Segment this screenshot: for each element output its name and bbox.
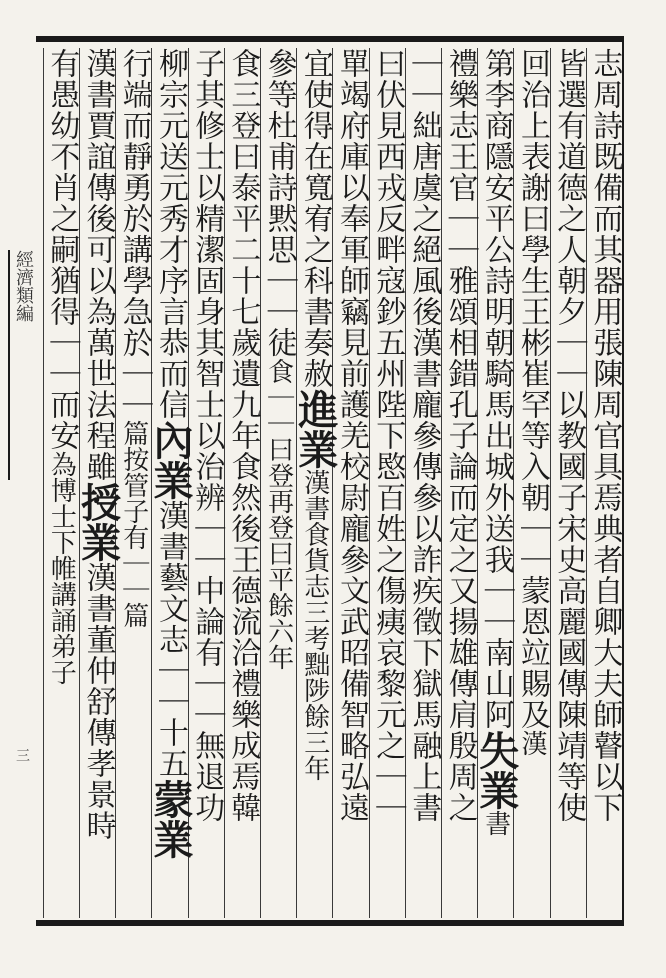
column-text: 為博士下帷講誦弟子: [46, 451, 77, 685]
column-text: 第李商隱安平公詩明朝騎馬出城外送我｜｜南山阿: [478, 48, 514, 730]
heading-term: 蒙業: [146, 779, 194, 859]
column-text: 篇按管子有｜｜篇: [118, 420, 149, 628]
column-text: 漢: [516, 730, 547, 756]
text-column: [586, 48, 622, 918]
column-text: 柳宗元送元秀才序言恭而信: [152, 48, 188, 420]
column-text: 有愚幼不肖之嗣猶得｜｜而安: [44, 48, 80, 451]
column-text: 單竭府庫以奉軍師竊見前護羌校尉龐參文武昭備智略弘遠: [333, 48, 369, 823]
text-column: [550, 48, 586, 918]
column-text: ｜｜絀唐虞之絕風後漢書龐參傳參以詐疾徵下獄馬融上書: [406, 48, 442, 823]
margin-page-number: 三: [14, 748, 30, 762]
column-text: 漢書藝文志｜｜十五: [152, 500, 188, 779]
text-column: [332, 48, 368, 918]
column-text: 漢書賈誼傳後可以為萬世法程雖: [80, 48, 116, 482]
column-text: 回治上表謝曰學生王彬崔罕等入朝｜｜蒙恩竝賜及: [514, 48, 550, 730]
column-text: 宜使得在寬宥之科書奏赦: [297, 48, 333, 389]
text-column: [43, 48, 79, 918]
text-column: [74, 48, 122, 918]
text-column: [369, 48, 405, 918]
column-text: 漢書食貨志三考黜陟餘三年: [299, 469, 330, 781]
column-text: 志周詩既備而其器用張陳周官具焉典者自卿大夫師瞽以下: [587, 48, 623, 823]
column-text: 書: [480, 810, 511, 836]
column-text: 食三登曰泰平二十七歲遺九年食然後王德流洽禮樂成焉韓: [225, 48, 261, 823]
text-column: [146, 48, 194, 918]
text-column: [291, 48, 339, 918]
column-text: 皆選有道德之人朝夕｜｜以教國子宋史高麗國傳陳靖等使: [551, 48, 587, 823]
heading-term: 失業: [472, 730, 520, 810]
column-text: 參等杜甫詩黙思｜｜徒: [261, 48, 297, 358]
column-text: 曰伏見西戎反畔寇鈔五州陛下愍百姓之傷痍哀黎元之｜｜: [370, 48, 406, 823]
heading-term: 內業: [146, 420, 194, 500]
text-column: [472, 48, 520, 918]
heading-term: 進業: [291, 389, 339, 469]
column-text: 子其修士以精潔固身其智士以治辨｜｜中論有｜｜無退功: [189, 48, 225, 823]
text-column: [441, 48, 477, 918]
text-column: [260, 48, 296, 918]
text-column: [224, 48, 260, 918]
column-text: 禮樂志王官｜｜雅頌相錯孔子論而定之又揚雄傳肩殷周之: [442, 48, 478, 823]
text-column: [405, 48, 441, 918]
column-text: 漢書董仲舒傳孝景時: [80, 562, 116, 841]
column-text: 食｜｜曰登再登曰平餘六年: [263, 358, 294, 670]
heading-term: 授業: [74, 482, 122, 562]
column-text: 行端而靜勇於講學急於｜｜: [116, 48, 152, 420]
margin-label: 經濟類編: [8, 250, 36, 480]
